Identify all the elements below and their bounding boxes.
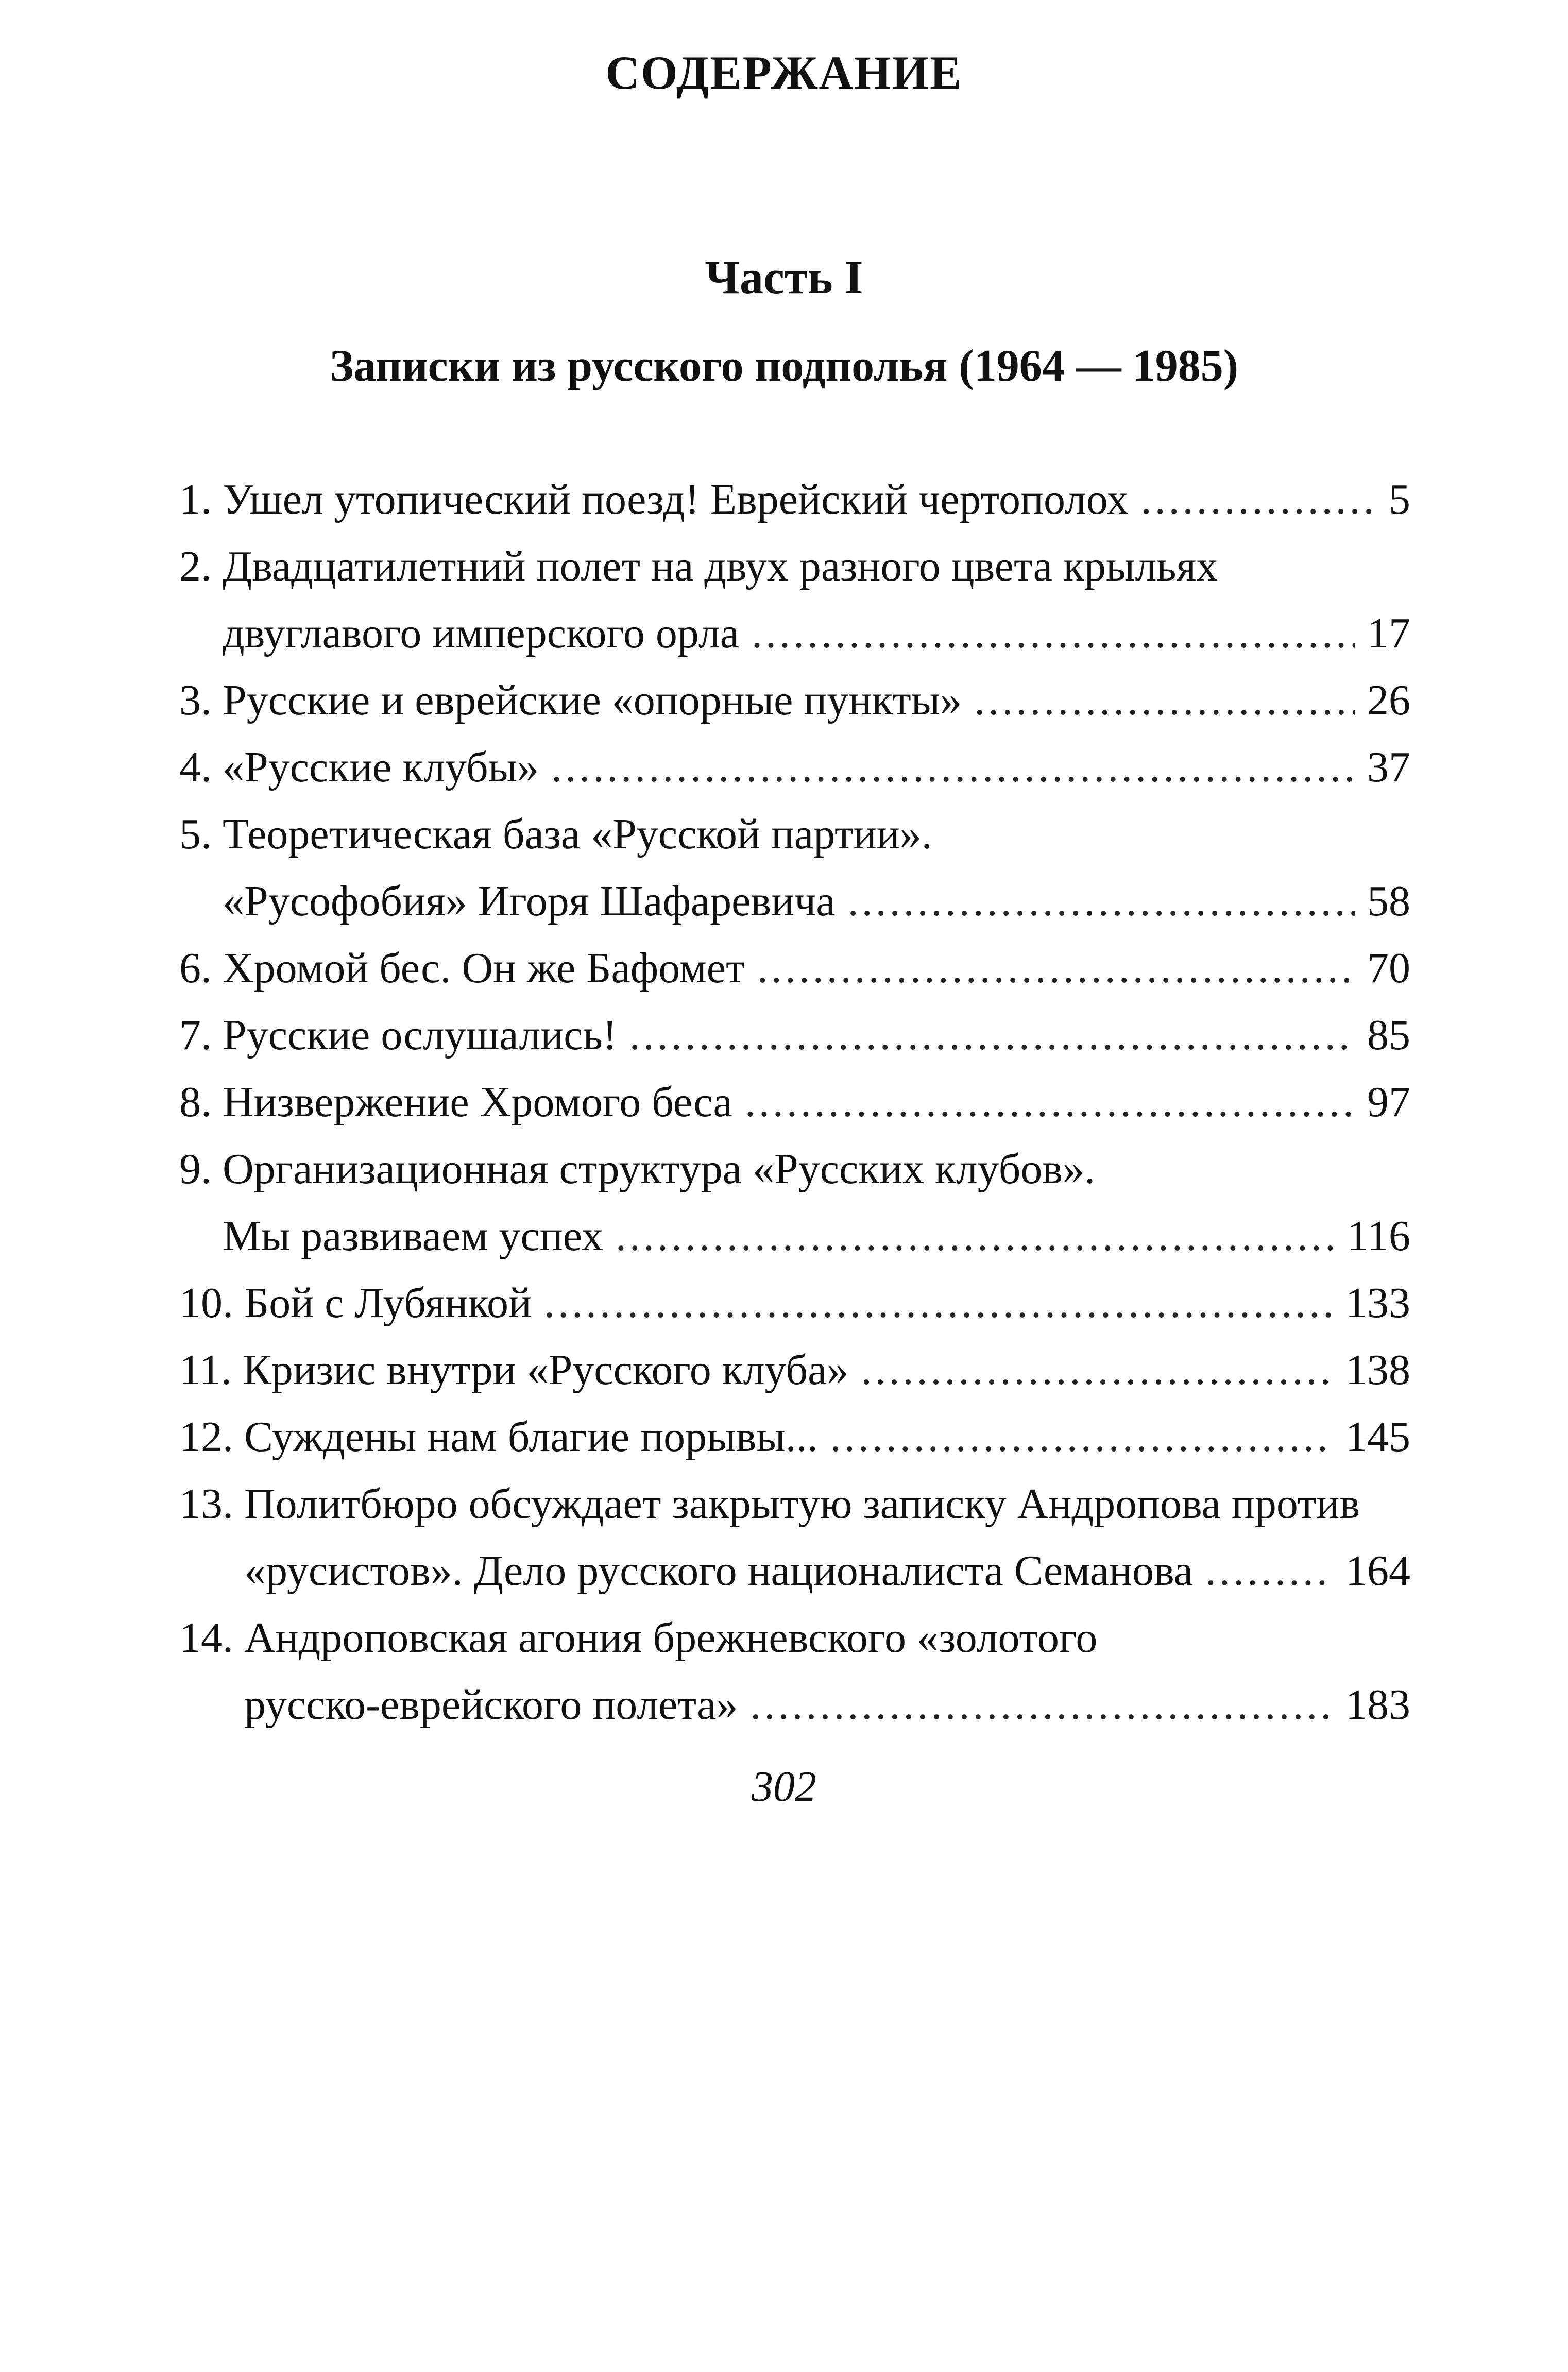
toc-entry bbox=[179, 1337, 1410, 1404]
toc-entry-title: Мы развиваем успех bbox=[223, 1212, 603, 1260]
toc-entry-title: русско-еврейского полета» bbox=[244, 1681, 738, 1729]
toc-entry-title: «Русские клубы» bbox=[223, 743, 539, 791]
toc-entry-line bbox=[223, 1136, 1410, 1203]
toc-entry-title: Политбюро обсуждает закрытую записку Андропова против bbox=[244, 1480, 1360, 1528]
toc-entry-body bbox=[223, 466, 1410, 533]
dot-leader bbox=[616, 1203, 1335, 1270]
toc-entry-number: 9. bbox=[179, 1145, 223, 1193]
toc-entry-number: 10. bbox=[179, 1279, 244, 1327]
dot-leader bbox=[830, 1404, 1333, 1471]
toc-entry-body bbox=[223, 801, 1410, 935]
toc-entry-line bbox=[223, 466, 1410, 533]
toc-entry-title: Организационная структура «Русских клубов». bbox=[223, 1145, 1096, 1193]
toc-entry-title: Русские и еврейские «опорные пункты» bbox=[223, 676, 962, 724]
toc-entry bbox=[179, 466, 1410, 533]
dot-leader bbox=[1205, 1538, 1333, 1605]
toc-entry-number: 5. bbox=[179, 810, 223, 858]
toc-entry-body bbox=[223, 1069, 1410, 1136]
dot-leader bbox=[848, 868, 1355, 935]
toc-entry-page: 58 bbox=[1367, 877, 1410, 925]
toc-entry-line bbox=[223, 935, 1410, 1002]
toc-entry-title: Кризис внутри «Русского клуба» bbox=[242, 1346, 849, 1394]
toc-entry bbox=[179, 734, 1410, 801]
toc-entry-body bbox=[244, 1605, 1410, 1738]
toc-entry-title: Низвержение Хромого беса bbox=[223, 1078, 732, 1126]
toc-entry-line bbox=[223, 734, 1410, 801]
dot-leader bbox=[745, 1069, 1355, 1136]
dot-leader bbox=[861, 1337, 1333, 1404]
toc-entry-line bbox=[223, 1069, 1410, 1136]
page-number: 302 bbox=[752, 1763, 816, 1811]
toc-entry bbox=[179, 1605, 1410, 1738]
toc-entry-line bbox=[244, 1538, 1410, 1605]
toc-entry bbox=[179, 1002, 1410, 1069]
toc-entry bbox=[179, 667, 1410, 734]
toc-entry bbox=[179, 1471, 1410, 1605]
toc-entry-number: 14. bbox=[179, 1614, 244, 1662]
toc-entry-page: 85 bbox=[1367, 1011, 1410, 1059]
dot-leader bbox=[752, 600, 1355, 667]
toc-entry-body bbox=[223, 1002, 1410, 1069]
toc-entry bbox=[179, 1270, 1410, 1337]
dot-leader bbox=[544, 1270, 1333, 1337]
toc-entry-page: 26 bbox=[1367, 676, 1410, 724]
toc-entry-line bbox=[223, 801, 1410, 868]
toc-entry-body bbox=[243, 1337, 1410, 1404]
toc-entry-number: 12. bbox=[179, 1413, 244, 1461]
toc-entry-title: «Русофобия» Игоря Шафаревича bbox=[223, 877, 836, 925]
toc-entry-page: 183 bbox=[1345, 1681, 1410, 1729]
toc-entry-page: 145 bbox=[1345, 1413, 1410, 1461]
toc-entry-body bbox=[244, 1404, 1410, 1471]
toc-entry-page: 133 bbox=[1345, 1279, 1410, 1327]
toc-entry bbox=[179, 1404, 1410, 1471]
toc-entry-body bbox=[223, 734, 1410, 801]
toc-entry-page: 37 bbox=[1367, 743, 1410, 791]
dot-leader bbox=[750, 1671, 1333, 1738]
toc-entry-page: 70 bbox=[1367, 944, 1410, 992]
toc-entry-number: 8. bbox=[179, 1078, 223, 1126]
toc-entry-body bbox=[244, 1471, 1410, 1605]
toc-entry-line bbox=[244, 1270, 1410, 1337]
toc-entry-body bbox=[223, 533, 1410, 667]
toc-entry-page: 97 bbox=[1367, 1078, 1410, 1126]
toc-entry-line bbox=[223, 533, 1410, 600]
toc-entry-body bbox=[223, 667, 1410, 734]
dot-leader bbox=[974, 667, 1355, 734]
toc-entry-title: Андроповская агония брежневского «золотого bbox=[244, 1614, 1098, 1662]
toc-entry-page: 164 bbox=[1345, 1547, 1410, 1595]
toc-entry-body bbox=[223, 935, 1410, 1002]
toc-entry-number: 2. bbox=[179, 542, 223, 590]
part-subtitle: Записки из русского подполья (1964 — 1985) bbox=[329, 341, 1239, 391]
dot-leader bbox=[757, 935, 1355, 1002]
toc-entry-page: 116 bbox=[1347, 1212, 1410, 1260]
toc-entry-line bbox=[223, 1002, 1410, 1069]
toc-entry-line bbox=[223, 667, 1410, 734]
toc-entry-number: 3. bbox=[179, 676, 223, 724]
toc-entry-number: 4. bbox=[179, 743, 223, 791]
toc-entry-page: 138 bbox=[1345, 1346, 1410, 1394]
toc-entry-number: 1. bbox=[179, 475, 223, 523]
page-title: СОДЕРЖАНИЕ bbox=[605, 46, 963, 99]
toc-entry-body bbox=[223, 1136, 1410, 1270]
toc-entry-page: 17 bbox=[1367, 609, 1410, 657]
toc-entry-line bbox=[244, 1605, 1410, 1671]
toc-entry-line bbox=[244, 1404, 1410, 1471]
toc-entry-line bbox=[244, 1471, 1410, 1538]
dot-leader bbox=[551, 734, 1355, 801]
toc-entry-number: 7. bbox=[179, 1011, 223, 1059]
toc-entry-line bbox=[223, 1203, 1410, 1270]
toc-entry-title: «русистов». Дело русского националиста Семанова bbox=[244, 1547, 1193, 1595]
toc-entry-title: Хромой бес. Он же Бафомет bbox=[223, 944, 745, 992]
toc-entry bbox=[179, 935, 1410, 1002]
toc-entry-number: 11. bbox=[179, 1346, 243, 1394]
toc-entry-title: Суждены нам благие порывы... bbox=[244, 1413, 818, 1461]
toc-entry-line bbox=[223, 868, 1410, 935]
toc-entry-body bbox=[244, 1270, 1410, 1337]
dot-leader bbox=[1141, 466, 1376, 533]
toc-entry-line bbox=[244, 1671, 1410, 1738]
toc-entry-title: Ушел утопический поезд! Еврейский чертополох bbox=[223, 475, 1129, 523]
toc-entry-title: Русские ослушались! bbox=[223, 1011, 617, 1059]
toc-entry-line bbox=[223, 600, 1410, 667]
toc-entry bbox=[179, 1136, 1410, 1270]
toc-entry-page: 5 bbox=[1389, 475, 1410, 523]
table-of-contents bbox=[179, 466, 1410, 1738]
toc-entry bbox=[179, 1069, 1410, 1136]
toc-entry bbox=[179, 801, 1410, 935]
toc-entry-title: Теоретическая база «Русской партии». bbox=[223, 810, 932, 858]
dot-leader bbox=[629, 1002, 1355, 1069]
toc-entry-title: двуглавого имперского орла bbox=[223, 609, 739, 657]
toc-entry bbox=[179, 533, 1410, 667]
toc-entry-title: Бой с Лубянкой bbox=[244, 1279, 532, 1327]
toc-entry-number: 13. bbox=[179, 1480, 244, 1528]
toc-entry-line bbox=[243, 1337, 1410, 1404]
toc-entry-number: 6. bbox=[179, 944, 223, 992]
toc-entry-title: Двадцатилетний полет на двух разного цвета крыльях bbox=[223, 542, 1218, 590]
part-title: Часть I bbox=[705, 251, 863, 303]
